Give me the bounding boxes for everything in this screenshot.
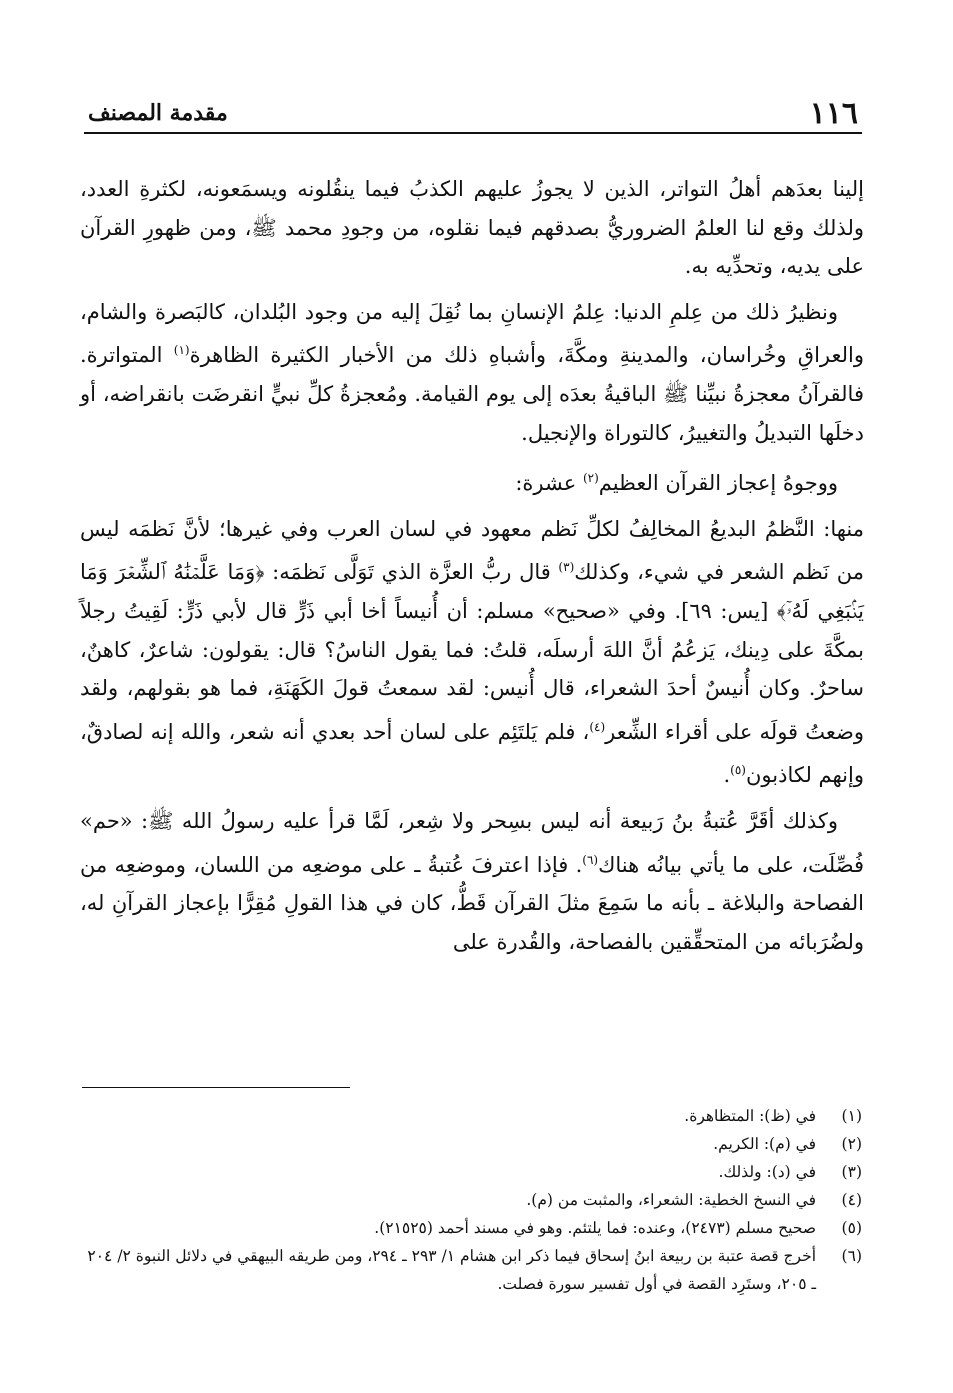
- paragraph-4-text-a: منها: النَّظمُ البديعُ المخالِفُ لكلِّ نَظم معهود في لسان العرب وفي غيرها؛ لأنَّ نَظمَه ليس من نَظم الشعر في شيء، وكذلك: [80, 516, 864, 585]
- footnote-text: في (ظ): المتظاهرة.: [684, 1107, 816, 1125]
- footnote-text: صحيح مسلم (٢٤٧٣)، وعنده: فما يلتئم. وهو في مسند أحمد (٢١٥٢٥).: [374, 1219, 816, 1237]
- footnote-ref-4[interactable]: (٤): [589, 719, 606, 734]
- footnote-item: [80, 1214, 862, 1242]
- paragraph-4: [80, 510, 864, 795]
- footnote-item: [80, 1242, 862, 1298]
- footnote-text: في (د): ولذلك.: [718, 1163, 816, 1181]
- page-header: [84, 92, 862, 134]
- footnote-number: (٤): [841, 1191, 862, 1209]
- paragraph-5: [80, 802, 864, 961]
- paragraph-3-text-a: ووجوهُ إعجاز القرآن العظيم: [598, 471, 838, 496]
- footnote-text: أخرج قصة عتبة بن ربيعة ابنُ إسحاق فيما ذكر ابن هشام ١/ ٢٩٣ ـ ٢٩٤، ومن طريقه البيهقي في دلائل النبوة ٢/ ٢٠٤ ـ ٢٠٥، وستَرِد القصة في أول تفسير سورة فصلت.: [87, 1247, 816, 1293]
- paragraph-1-text: إلينا بعدَهم أهلُ التواتر، الذين لا يجوزُ عليهم الكذبُ فيما ينقُلونه ويسمَعونه، لكثرةِ العدد، ولذلك وقع لنا العلمُ الضروريُّ بصدقهم فيما نقلوه، من وجودِ محمد ﷺ، ومن ظهورِ القرآن على يديه، وتحدِّيه به.: [80, 177, 864, 279]
- footnote-ref-3[interactable]: (٣): [558, 560, 575, 575]
- paragraph-5-text-b: . فإذا اعترفَ عُتبةُ ـ على موضعِه من اللسان، وموضعِه من الفصاحة والبلاغة ـ بأنه ما سَمِعَ مثلَ القرآن قَطُّ، كان في هذا القولِ مُقِرًّا بإعجاز القرآنِ له، ولضُرَبائه من المتحقِّقين بالفصاحة، والقُدرة على: [80, 852, 864, 954]
- footnote-ref-2[interactable]: (٢): [582, 471, 599, 486]
- footnote-text: في النسخ الخطية: الشعراء، والمثبت من (م).: [526, 1191, 816, 1209]
- footnote-number: (٥): [841, 1219, 862, 1237]
- paragraph-4-text-d: .: [723, 763, 731, 788]
- footnote-item: [80, 1158, 862, 1186]
- paragraph-3: [80, 459, 864, 503]
- paragraph-2: [80, 293, 864, 452]
- footnote-number: (٦): [841, 1247, 862, 1265]
- paragraph-4-text-c: ، فلم يَلتَئِم على لسان أحد بعدي أنه شعر، والله إنه لصادقٌ، وإنهم لكاذبون: [80, 719, 864, 788]
- main-text: [80, 170, 864, 968]
- paragraph-2-text-b: المتواترة. فالقرآنُ معجزةُ نبيِّنا ﷺ الباقيةُ بعدَه إلى يوم القيامة. ومُعجزةُ كلِّ نبيٍّ انقرضَت بانقراضه، أو دخلَها التبديلُ والتغييرُ، كالتوراة والإنجيل.: [80, 343, 864, 445]
- footnote-item: [80, 1102, 862, 1130]
- footnote-number: (٣): [841, 1163, 862, 1181]
- footnote-ref-5[interactable]: (٥): [730, 763, 746, 778]
- footnote-text: في (م): الكريم.: [713, 1135, 816, 1153]
- footnote-number: (١): [841, 1107, 862, 1125]
- footnote-number: (٢): [841, 1135, 862, 1153]
- footnote-separator: [82, 1087, 350, 1088]
- paragraph-3-text-b: عشرة:: [515, 471, 583, 496]
- footnote-item: [80, 1186, 862, 1214]
- running-title: مقدمة المصنف: [88, 100, 228, 126]
- paragraph-5-text-a: وكذلك أقَرَّ عُتبةُ بنُ رَبيعة أنه ليس بسِحر ولا شِعر، لَمَّا قرأ عليه رسولُ الله ﷺ: «حم» فُصِّلَت، على ما يأتي بيانُه هناك: [80, 808, 864, 877]
- paragraph-4-text-b: قال ربُّ العزَّة الذي تَوَلَّى نَظمَه: ﴿وَمَا عَلَّمۡنَٰهُ ٱلشِّعۡرَ وَمَا يَنۢبَغِي لَهُۥٓ﴾ [يس: ٦٩]. وفي «صحيح» مسلم: أن أُنيساً أخا أبي ذَرٍّ قال لأبي ذَرٍّ: لَقِيتُ رجلاً بمكَّةَ على دِينك، يَزعُمُ أنَّ اللهَ أرسلَه، قلتُ: فما يقول الناسُ؟ قال: يقولون: شاعرٌ، كاهنٌ، ساحرٌ. وكان أُنيسٌ أحدَ الشعراء، قال أُنيس: لقد سمعتُ قولَ الكَهَنَةِ، فما هو بقولهم، ولقد وضعتُ قولَه على أقراء الشِّعر: [80, 560, 864, 744]
- footnote-ref-6[interactable]: (٦): [582, 852, 599, 867]
- footnote-ref-1[interactable]: (١): [173, 343, 190, 358]
- footnote-item: [80, 1130, 862, 1158]
- footnotes: [80, 1102, 862, 1298]
- page-number: ١١٦: [809, 96, 858, 131]
- paragraph-2-text-a: ونظيرُ ذلك من عِلمِ الدنيا: عِلمُ الإنسانِ بما نُقِلَ إليه من وجود البُلدان، كالبَصرة والشام، والعراقِ وخُراسان، والمدينةِ ومكَّةَ، وأشباهِ ذلك من الأخبار الكثيرة الظاهرة: [80, 299, 864, 368]
- paragraph-1: [80, 170, 864, 286]
